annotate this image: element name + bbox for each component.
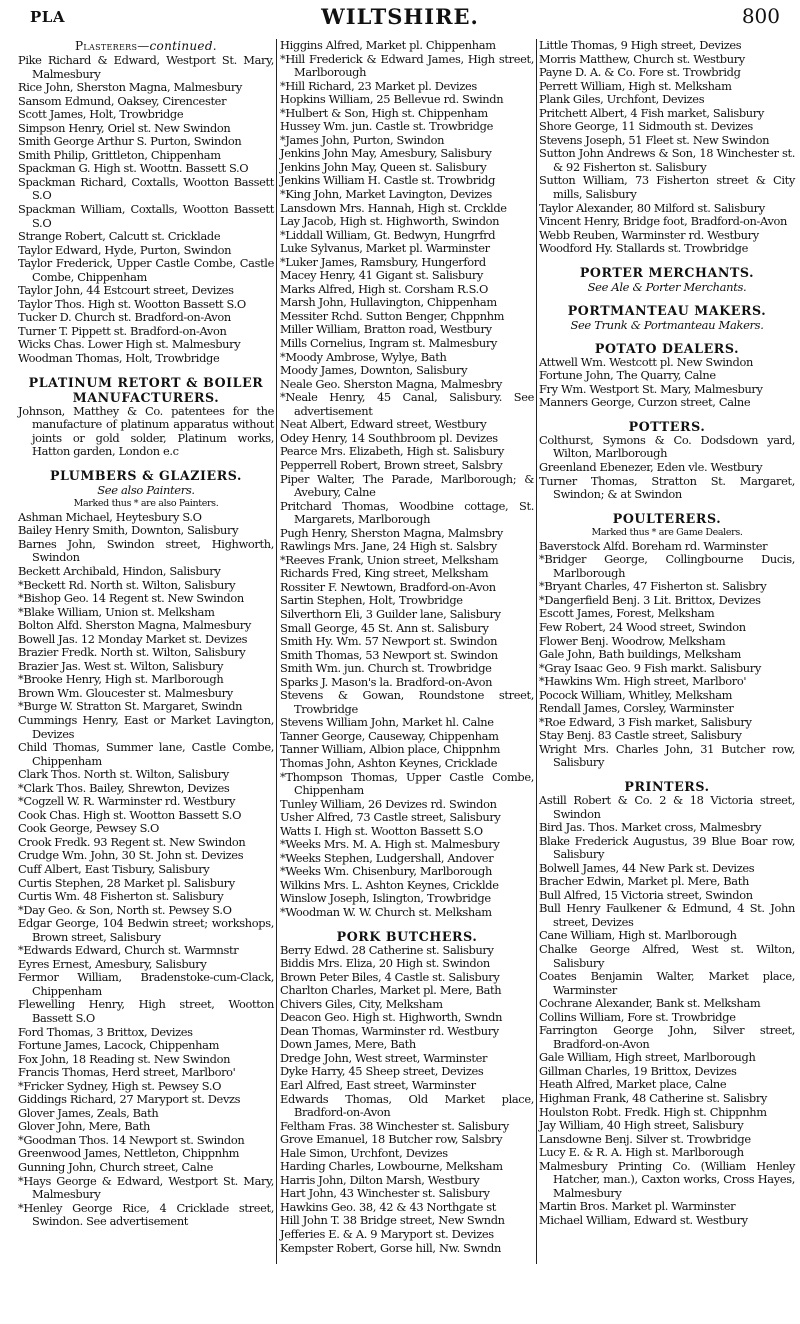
directory-entry: *Edwards Edward, Church st. Warmnstr	[18, 943, 239, 958]
directory-entry: Flewelling Henry, High street, Wootton Bassett S.O	[18, 997, 274, 1025]
directory-entry: Grove Emanuel, 18 Butcher row, Salsbry	[280, 1132, 503, 1147]
directory-entry: Pritchard Thomas, Woodbine cottage, St. Margarets, Marlborough	[280, 498, 534, 527]
directory-entry: Turner T. Pippett st. Bradford-on-Avon	[18, 323, 227, 338]
directory-entry: Silverthorn Eli, 3 Guilder lane, Salisbury	[280, 606, 501, 621]
directory-entry: Sutton John Andrews & Son, 18 Winchester st. & 92 Fisherton st. Salisbury	[539, 146, 795, 174]
directory-entry: *Dangerfield Benj. 3 Lit. Brittox, Devizes	[539, 592, 761, 607]
directory-entry: Feltham Fras. 38 Winchester st. Salisbury	[280, 1118, 509, 1133]
directory-entry: Thomas John, Ashton Keynes, Cricklade	[280, 755, 498, 770]
directory-entry: Sutton William, 73 Fisherton street & City mills, Salisbury	[539, 173, 795, 202]
directory-entry: *Fricker Sydney, High st. Pewsey S.O	[18, 1078, 222, 1093]
section-title-plasterers	[18, 39, 274, 54]
directory-entry: Macey Henry, 41 Gigant st. Salisbury	[280, 268, 484, 283]
directory-entry: Webb Reuben, Warminster rd. Westbury	[539, 227, 759, 242]
directory-entry: Barnes John, Swindon street, Highworth, Swindon	[18, 536, 274, 565]
potters-list	[539, 434, 795, 502]
directory-entry: Tunley William, 26 Devizes rd. Swindon	[280, 796, 497, 811]
directory-entry: Hart John, 43 Winchester st. Salisbury	[280, 1186, 490, 1201]
directory-entry: Greenland Ebenezer, Eden vle. Westbury	[539, 460, 763, 475]
directory-entry: Mills Cornelius, Ingram st. Malmesbury	[280, 336, 498, 351]
directory-entry: Vincent Henry, Bridge foot, Bradford-on-Avon	[539, 214, 788, 229]
directory-entry: Taylor Alexander, 80 Milford st. Salisbury	[539, 200, 765, 215]
directory-entry: Smith Thomas, 53 Newport st. Swindon	[280, 647, 498, 662]
directory-entry: Wright Mrs. Charles John, 31 Butcher row, Salisbury	[539, 741, 795, 770]
directory-entry: Hussey Wm. jun. Castle st. Trowbridge	[280, 119, 493, 134]
directory-entry: *Weeks Mrs. M. A. High st. Malmesbury	[280, 837, 500, 852]
directory-entry: Harding Charles, Lowbourne, Melksham	[280, 1159, 503, 1174]
platinum-list	[18, 405, 274, 459]
directory-entry: *Weeks Stephen, Ludgershall, Andover	[280, 850, 494, 865]
directory-entry: *Luker James, Ramsbury, Hungerford	[280, 254, 486, 269]
directory-entry: *Hill Richard, 23 Market pl. Devizes	[280, 78, 477, 93]
directory-entry: Child Thomas, Summer lane, Castle Combe, Chippenham	[18, 740, 274, 768]
directory-entry: Blake Frederick Augustus, 39 Blue Boar row, Salisbury	[539, 833, 795, 862]
section-title-portmanteau-makers: PORTMANTEAU MAKERS.	[567, 302, 767, 318]
directory-entry: Brown Wm. Gloucester st. Malmesbury	[18, 685, 233, 700]
directory-entry: Crook Fredk. 93 Regent st. New Swindon	[18, 834, 246, 849]
directory-entry: Deacon Geo. High st. Highworth, Swndn	[280, 1010, 503, 1025]
directory-entry: *Weeks Wm. Chisenbury, Marlborough	[280, 864, 492, 879]
directory-entry: Piper Walter, The Parade, Marlborough; & Avebury, Calne	[280, 471, 534, 500]
directory-entry: Jenkins John May, Amesbury, Salisbury	[280, 146, 492, 161]
directory-entry: Payne D. A. & Co. Fore st. Trowbridg	[539, 65, 741, 80]
directory-entry: *Bishop Geo. 14 Regent st. New Swindon	[18, 591, 244, 606]
directory-entry: Marsh John, Hullavington, Chippenham	[280, 295, 497, 310]
directory-entry: Michael William, Edward st. Westbury	[539, 1212, 748, 1227]
directory-entry: Fermor William, Bradenstoke-cum-Clack, Chippenham	[18, 970, 274, 998]
directory-entry: Smith George Arthur S. Purton, Swindon	[18, 134, 242, 149]
directory-entry: Berry Edwd. 28 Catherine st. Salisbury	[280, 942, 494, 957]
directory-entry: Small George, 45 St. Ann st. Salisbury	[280, 620, 489, 635]
directory-entry: Pike Richard & Edward, Westport St. Mary, Malmesbury	[18, 53, 274, 81]
directory-entry: Messiter Rchd. Sutton Benger, Chppnhm	[280, 308, 505, 323]
directory-entry: Dredge John, West street, Warminster	[280, 1050, 488, 1065]
directory-entry: Brazier Fredk. North st. Wilton, Salisbury	[18, 645, 246, 660]
directory-columns	[0, 39, 800, 1319]
continued-label: —continued.	[137, 39, 217, 53]
directory-entry: *Burge W. Stratton St. Margaret, Swindn	[18, 699, 243, 714]
directory-entry: Bird Jas. Thos. Market cross, Malmesbry	[539, 820, 762, 835]
directory-entry: Astill Robert & Co. 2 & 18 Victoria street, Swindon	[539, 792, 795, 821]
directory-entry: Giddings Richard, 27 Maryport st. Devzs	[18, 1092, 241, 1107]
directory-entry: Curtis Stephen, 28 Market pl. Salisbury	[18, 875, 235, 890]
directory-entry: Lay Jacob, High st. Highworth, Swindon	[280, 214, 500, 229]
directory-entry: Edgar George, 104 Bedwin street; workshops, Brown street, Salisbury	[18, 916, 274, 944]
directory-entry: Gunning John, Church street, Calne	[18, 1160, 214, 1175]
directory-entry: Pepperrell Robert, Brown street, Salsbry	[280, 457, 503, 472]
directory-entry: Pearce Mrs. Elizabeth, High st. Salisbury	[280, 444, 505, 459]
column-left	[18, 39, 274, 1275]
directory-entry: Sartin Stephen, Holt, Trowbridge	[280, 593, 463, 608]
directory-entry: Higgins Alfred, Market pl. Chippenham	[280, 38, 496, 52]
directory-entry: Wilkins Mrs. L. Ashton Keynes, Cricklde	[280, 877, 499, 892]
directory-entry: Spackman Richard, Coxtalls, Wootton Bassett S.O	[18, 174, 274, 203]
directory-entry: Colthurst, Symons & Co. Dodsdown yard, Wilton, Marlborough	[539, 432, 795, 461]
directory-entry: Biddis Mrs. Eliza, 20 High st. Swindon	[280, 956, 490, 971]
directory-entry: Ashman Michael, Heytesbury S.O	[18, 509, 202, 524]
directory-entry: Moody James, Downton, Salisbury	[280, 363, 468, 378]
directory-entry: Jenkins John May, Queen st. Salisbury	[280, 159, 487, 174]
section-title-porter-merchants: PORTER MERCHANTS.	[579, 264, 755, 280]
directory-entry: Taylor Thos. High st. Wootton Bassett S.O	[18, 296, 246, 311]
directory-entry: Usher Alfred, 73 Castle street, Salisbury	[280, 810, 501, 825]
directory-entry: Dean Thomas, Warminster rd. Westbury	[280, 1023, 499, 1038]
directory-entry: Jay William, 40 High street, Salisbury	[539, 1118, 744, 1133]
directory-entry: Ford Thomas, 3 Brittox, Devizes	[18, 1024, 193, 1039]
directory-entry: Collins William, Fore st. Trowbridge	[539, 1009, 736, 1024]
directory-entry: Rawlings Mrs. Jane, 24 High st. Salsbry	[280, 539, 497, 554]
directory-entry: Down James, Mere, Bath	[280, 1037, 416, 1052]
directory-entry: Hale Simon, Urchfont, Devizes	[280, 1145, 448, 1160]
pork-butchers-continued-list	[539, 39, 795, 256]
directory-entry: Pocock William, Whitley, Melksham	[539, 687, 733, 702]
marked-note: Marked thus * are Game Dealers.	[591, 526, 743, 538]
directory-entry: Gale John, Bath buildings, Melksham	[539, 647, 741, 662]
directory-entry: *Neale Henry, 45 Canal, Salisbury. See advertisement	[280, 390, 534, 418]
section-title-printers: PRINTERS.	[624, 778, 710, 794]
directory-entry: Woodman Thomas, Holt, Trowbridge	[18, 351, 220, 366]
plumbers-continued-list	[280, 39, 534, 920]
directory-entry: *Henley George Rice, 4 Cricklade street, Swindon. See advertisement	[18, 1200, 274, 1229]
directory-entry: Rossiter F. Newtown, Bradford-on-Avon	[280, 579, 496, 594]
directory-entry: Jenkins William H. Castle st. Trowbridg	[280, 173, 496, 188]
directory-entry: *Beckett Rd. North st. Wilton, Salisbury	[18, 577, 236, 592]
directory-entry: *Cogzell W. R. Warminster rd. Westbury	[18, 794, 236, 809]
directory-entry: Smith Hy. Wm. 57 Newport st. Swindon	[280, 634, 498, 649]
directory-entry: Rendall James, Corsley, Warminster	[539, 701, 734, 716]
directory-entry: Bull Alfred, 15 Victoria street, Swindon	[539, 887, 753, 902]
directory-entry: Dyke Harry, 45 Sheep street, Devizes	[280, 1064, 484, 1079]
directory-entry: Plank Giles, Urchfont, Devizes	[539, 92, 705, 107]
directory-entry: Luke Sylvanus, Market pl. Warminster	[280, 241, 490, 256]
county-title: WILTSHIRE.	[321, 4, 479, 29]
directory-entry: Lansdowne Benj. Silver st. Trowbridge	[539, 1131, 751, 1146]
directory-entry: Malmesbury Printing Co. (William Henley Hatcher, man.), Caxton works, Cross Hayes, Malmesbury	[539, 1158, 795, 1200]
directory-entry: Gillman Charles, 19 Brittox, Devizes	[539, 1063, 737, 1078]
directory-entry: Rice John, Sherston Magna, Malmesbury	[18, 80, 243, 95]
directory-entry: Miller William, Bratton road, Westbury	[280, 322, 492, 337]
directory-entry: Perrett William, High st. Melksham	[539, 78, 732, 93]
directory-entry: Bolton Alfd. Sherston Magna, Malmesbury	[18, 618, 251, 633]
directory-entry: *Day Geo. & Son, North st. Pewsey S.O	[18, 902, 232, 917]
directory-entry: Kempster Robert, Gorse hill, Nw. Swndn	[280, 1240, 501, 1255]
section-title-potters: POTTERS.	[628, 418, 706, 434]
directory-entry: Glover James, Zeals, Bath	[18, 1105, 159, 1120]
directory-entry: Chivers Giles, City, Melksham	[280, 996, 443, 1011]
directory-entry: Highman Frank, 48 Catherine st. Salisbry	[539, 1091, 767, 1105]
directory-entry: Francis Thomas, Herd street, Marlboro'	[18, 1065, 236, 1080]
directory-entry: Martin Bros. Market pl. Warminster	[539, 1199, 736, 1214]
directory-entry: Morris Matthew, Church st. Westbury	[539, 51, 745, 66]
directory-entry: Tucker D. Church st. Bradford-on-Avon	[18, 310, 231, 325]
directory-entry: Marks Alfred, High st. Corsham R.S.O	[280, 281, 488, 296]
directory-entry: Pugh Henry, Sherston Magna, Malmsbry	[280, 525, 503, 540]
see-also-note: See also Painters.	[97, 482, 195, 497]
plasterers-list	[18, 54, 274, 366]
potato-dealers-list	[539, 356, 795, 410]
directory-entry: *Moody Ambrose, Wylye, Bath	[280, 349, 447, 364]
directory-entry: Stevens William John, Market hl. Calne	[280, 715, 494, 730]
directory-entry: Strange Robert, Calcutt st. Cricklade	[18, 229, 221, 244]
directory-entry: Heath Alfred, Market place, Calne	[539, 1077, 727, 1092]
directory-entry: Bull Henry Faulkener & Edmund, 4 St. John street, Devizes	[539, 901, 795, 929]
directory-entry: Cook George, Pewsey S.O	[18, 821, 159, 836]
directory-entry: Manners George, Curzon street, Calne	[539, 395, 751, 410]
marked-note: Marked thus * are also Painters.	[73, 497, 219, 509]
directory-entry: Little Thomas, 9 High street, Devizes	[539, 38, 742, 52]
directory-entry: *Goodman Thos. 14 Newport st. Swindon	[18, 1132, 245, 1147]
directory-entry: *Clark Thos. Bailey, Shrewton, Devizes	[18, 780, 230, 795]
directory-entry: Taylor John, 44 Estcourt street, Devizes	[18, 283, 234, 298]
directory-entry: Cummings Henry, East or Market Lavington, Devizes	[18, 712, 274, 741]
directory-entry: Cane William, High st. Marlborough	[539, 928, 737, 943]
directory-entry: Smith Philip, Grittleton, Chippenham	[18, 147, 221, 162]
directory-entry: *James John, Purton, Swindon	[280, 132, 445, 147]
directory-entry: Shore George, 11 Sidmouth st. Devizes	[539, 119, 753, 134]
directory-entry: Wicks Chas. Lower High st. Malmesbury	[18, 337, 241, 352]
section-title-text: Plasterers	[75, 39, 138, 53]
directory-entry: *Liddall William, Gt. Bedwyn, Hungrfrd	[280, 227, 496, 242]
directory-entry: Glover John, Mere, Bath	[18, 1119, 151, 1134]
directory-entry: Beckett Archibald, Hindon, Salisbury	[18, 563, 221, 578]
directory-entry: Lansdown Mrs. Hannah, High st. Crcklde	[280, 200, 507, 215]
directory-entry: Attwell Wm. Westcott pl. New Swindon	[539, 354, 753, 369]
directory-entry: *Hulbert & Son, High st. Chippenham	[280, 105, 488, 120]
column-divider	[276, 39, 277, 1264]
directory-entry: Gale William, High street, Marlborough	[539, 1050, 756, 1065]
directory-entry: Spackman G. High st. Woottn. Bassett S.O	[18, 161, 249, 176]
directory-entry: Sansom Edmund, Oaksey, Cirencester	[18, 93, 227, 108]
directory-entry: *Roe Edward, 3 Fish market, Salisbury	[539, 714, 752, 729]
directory-entry: Cochrane Alexander, Bank st. Melksham	[539, 996, 761, 1011]
directory-entry: Escott James, Forest, Melksham	[539, 606, 715, 621]
directory-entry: Simpson Henry, Oriel st. New Swindon	[18, 120, 231, 135]
column-middle	[280, 39, 534, 1275]
directory-entry: Taylor Edward, Hyde, Purton, Swindon	[18, 242, 232, 257]
directory-entry: *Hawkins Wm. High street, Marlboro'	[539, 674, 747, 689]
section-title-poulterers: POULTERERS.	[612, 510, 722, 526]
directory-entry: *Reeves Frank, Union street, Melksham	[280, 552, 499, 567]
directory-entry: *Brooke Henry, High st. Marlborough	[18, 672, 224, 687]
directory-entry: *Bridger George, Collingbourne Ducis, Marlborough	[539, 552, 795, 580]
directory-entry: *Hill Frederick & Edward James, High street, Marlborough	[280, 51, 534, 80]
directory-entry: Sparks J. Mason's la. Bradford-on-Avon	[280, 674, 493, 689]
running-head: PLA	[30, 8, 65, 26]
section-title-pork-butchers: PORK BUTCHERS.	[336, 928, 478, 944]
directory-entry: Harris John, Dilton Marsh, Westbury	[280, 1172, 480, 1187]
printers-list	[539, 794, 795, 1228]
directory-entry: Eyres Ernest, Amesbury, Salisbury	[18, 956, 207, 971]
directory-entry: Bracher Edwin, Market pl. Mere, Bath	[539, 874, 749, 889]
directory-entry: Smith Wm. jun. Church st. Trowbridge	[280, 661, 492, 676]
directory-entry: Bowell Jas. 12 Monday Market st. Devizes	[18, 631, 248, 646]
directory-entry: Greenwood James, Nettleton, Chippnhm	[18, 1146, 240, 1161]
pork-butchers-list	[280, 944, 534, 1256]
directory-entry: Farrington George John, Silver street, Bradford-on-Avon	[539, 1023, 795, 1051]
directory-entry: Johnson, Matthey & Co. patentees for the manufacture of platinum apparatus without joints or gold solder, Platinum works, Hatton garden, London e.c	[18, 403, 274, 459]
directory-entry: Stevens & Gowan, Roundstone street, Trowbridge	[280, 688, 534, 716]
directory-entry: Winslow Joseph, Islington, Trowbridge	[280, 891, 491, 906]
directory-entry: Curtis Wm. 48 Fisherton st. Salisbury	[18, 889, 224, 904]
directory-entry: Odey Henry, 14 Southbroom pl. Devizes	[280, 430, 498, 445]
see-also-note: See Ale & Porter Merchants.	[587, 279, 747, 294]
directory-entry: Neat Albert, Edward street, Westbury	[280, 417, 487, 432]
directory-entry: Jefferies E. & A. 9 Maryport st. Devizes	[280, 1227, 494, 1242]
directory-entry: *Blake William, Union st. Melksham	[18, 604, 215, 619]
directory-entry: Fortune James, Lacock, Chippenham	[18, 1038, 220, 1053]
directory-entry: Brazier Jas. West st. Wilton, Salisbury	[18, 658, 224, 673]
directory-entry: *Thompson Thomas, Upper Castle Combe, Chippenham	[280, 769, 534, 798]
directory-entry: Chalke George Alfred, West st. Wilton, Salisbury	[539, 941, 795, 970]
directory-entry: Spackman William, Coxtalls, Wootton Bassett S.O	[18, 202, 274, 230]
directory-entry: *Hays George & Edward, Westport St. Mary, Malmesbury	[18, 1173, 274, 1202]
directory-entry: *Gray Isaac Geo. 9 Fish markt. Salisbury	[539, 660, 761, 675]
directory-entry: Coates Benjamin Walter, Market place, Warminster	[539, 969, 795, 997]
directory-entry: Bailey Henry Smith, Downton, Salisbury	[18, 523, 239, 538]
directory-entry: Few Robert, 24 Wood street, Swindon	[539, 619, 746, 634]
column-right	[539, 39, 795, 1275]
directory-entry: Brown Peter Biles, 4 Castle st. Salisbury	[280, 969, 500, 984]
directory-entry: Baverstock Alfd. Boreham rd. Warminster	[539, 538, 768, 553]
directory-entry: *Woodman W. W. Church st. Melksham	[280, 905, 492, 919]
directory-entry: Charlton Charles, Market pl. Mere, Bath	[280, 983, 502, 998]
directory-entry: Clark Thos. North st. Wilton, Salisbury	[18, 767, 229, 782]
directory-entry: Tanner William, Albion place, Chippnhm	[280, 742, 501, 757]
directory-entry: Hopkins William, 25 Bellevue rd. Swindn	[280, 92, 504, 107]
directory-entry: Stevens Joseph, 51 Fleet st. New Swindon	[539, 132, 770, 147]
plumbers-list	[18, 511, 274, 1229]
directory-entry: Scott James, Holt, Trowbridge	[18, 107, 184, 122]
directory-entry: Fry Wm. Westport St. Mary, Malmesbury	[539, 381, 763, 396]
poulterers-list	[539, 540, 795, 770]
section-title-plumbers: PLUMBERS & GLAZIERS.	[49, 467, 243, 483]
directory-entry: Earl Alfred, East street, Warminster	[280, 1078, 476, 1093]
directory-entry: *King John, Market Lavington, Devizes	[280, 187, 492, 202]
directory-entry: Houlston Robt. Fredk. High st. Chippnhm	[539, 1104, 767, 1119]
directory-entry: Cuff Albert, East Tisbury, Salisbury	[18, 861, 210, 876]
directory-entry: *Bryant Charles, 47 Fisherton st. Salisbry	[539, 579, 767, 594]
directory-entry: Turner Thomas, Stratton St. Margaret, Swindon; & at Swindon	[539, 473, 795, 502]
section-title-platinum: PLATINUM RETORT & BOILER MANUFACTURERS.	[28, 374, 264, 405]
directory-entry: Fortune John, The Quarry, Calne	[539, 368, 716, 383]
page-number: 800	[741, 4, 780, 28]
directory-entry: Richards Fred, King street, Melksham	[280, 566, 489, 581]
directory-entry: Crudge Wm. John, 30 St. John st. Devizes	[18, 848, 244, 863]
directory-entry: Watts I. High st. Wootton Bassett S.O	[280, 823, 483, 838]
directory-entry: Edwards Thomas, Old Market place, Bradford-on-Avon	[280, 1091, 534, 1120]
directory-entry: Fox John, 18 Reading st. New Swindon	[18, 1051, 231, 1066]
page-header	[0, 4, 800, 30]
see-also-note: See Trunk & Portmanteau Makers.	[570, 317, 764, 332]
directory-entry: Taylor Frederick, Upper Castle Combe, Castle Combe, Chippenham	[18, 256, 274, 284]
directory-entry: Neale Geo. Sherston Magna, Malmesbry	[280, 376, 502, 391]
directory-entry: Pritchett Albert, 4 Fish market, Salisbury	[539, 105, 764, 120]
directory-entry: Flower Benj. Woodrow, Melksham	[539, 633, 726, 648]
directory-entry: Lucy E. & R. A. High st. Marlborough	[539, 1145, 744, 1160]
directory-entry: Tanner George, Causeway, Chippenham	[280, 728, 499, 743]
section-title-potato-dealers: POTATO DEALERS.	[594, 340, 740, 356]
column-divider	[536, 39, 537, 1264]
directory-entry: Hawkins Geo. 38, 42 & 43 Northgate st	[280, 1199, 496, 1214]
directory-entry: Bolwell James, 44 New Park st. Devizes	[539, 860, 755, 875]
directory-entry: Cook Chas. High st. Wootton Bassett S.O	[18, 807, 242, 822]
directory-entry: Hill John T. 38 Bridge street, New Swndn	[280, 1213, 505, 1228]
directory-entry: Stay Benj. 83 Castle street, Salisbury	[539, 728, 742, 743]
directory-entry: Woodford Hy. Stallards st. Trowbridge	[539, 241, 748, 256]
